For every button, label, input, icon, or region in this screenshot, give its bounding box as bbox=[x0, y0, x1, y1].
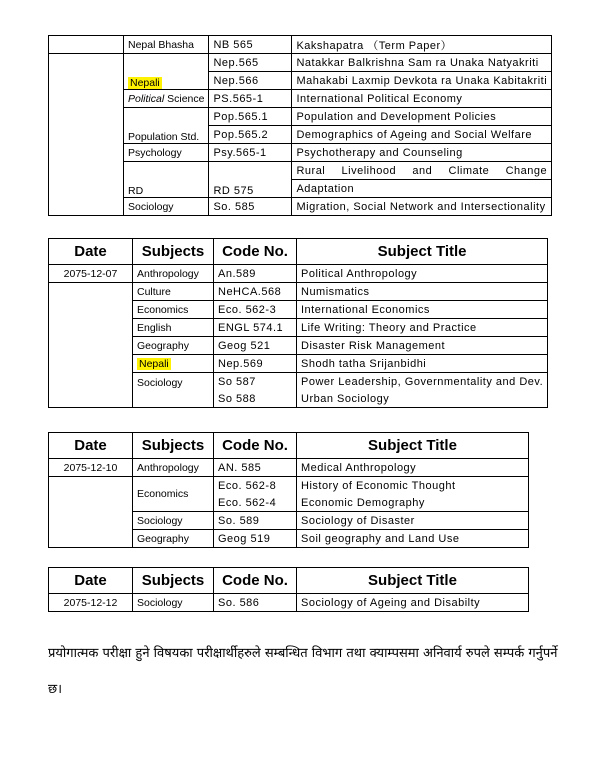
subject-cell: English bbox=[133, 319, 214, 337]
subjects-header: Subjects bbox=[133, 239, 214, 265]
code-cell: So. 586 bbox=[214, 594, 297, 612]
title-cell: Psychotherapy and Counseling bbox=[292, 144, 552, 162]
table-row bbox=[49, 54, 552, 72]
exam-table-2075-12-07 bbox=[48, 238, 548, 408]
subject-cell bbox=[124, 54, 209, 90]
code-cell: NB 565 bbox=[209, 36, 292, 54]
note-line-1: प्रयोगात्मक परीक्षा हुने विषयका परीक्षार्थीहरुले सम्बन्धित विभाग तथा क्याम्पसमा अनिवार्य रुपले सम्पर्क गर्नुपर्ने bbox=[48, 646, 558, 661]
code-cell: Psy.565-1 bbox=[209, 144, 292, 162]
code-cell: Geog 519 bbox=[214, 530, 297, 548]
title-cell: Sociology of Disaster bbox=[297, 512, 529, 530]
code-cell: NeHCA.568 bbox=[214, 283, 297, 301]
title-cell: Numismatics bbox=[297, 283, 548, 301]
subject-cell bbox=[133, 355, 214, 373]
date-cell bbox=[49, 36, 124, 54]
table-row bbox=[49, 594, 529, 612]
date-header: Date bbox=[49, 568, 133, 594]
subject-cell: Culture bbox=[133, 283, 214, 301]
title-cell: Sociology of Ageing and Disabilty bbox=[297, 594, 529, 612]
title-cell: International Economics bbox=[297, 301, 548, 319]
title-cell: Demographics of Ageing and Social Welfare bbox=[292, 126, 552, 144]
title-cell: Power Leadership, Governmentality and Dev. bbox=[297, 373, 548, 391]
table-row bbox=[49, 108, 552, 126]
table-header-row bbox=[49, 568, 529, 594]
exam-table-continued bbox=[48, 35, 552, 216]
title-word: Rural bbox=[296, 164, 326, 177]
subject-rest-part: Science bbox=[164, 92, 205, 105]
title-word: Climate bbox=[448, 164, 490, 177]
subject-cell: Sociology bbox=[133, 594, 214, 612]
title-cell bbox=[292, 162, 552, 180]
subject-cell: Nepal Bhasha bbox=[124, 36, 209, 54]
table-row bbox=[49, 198, 552, 216]
title-cell: International Political Economy bbox=[292, 90, 552, 108]
code-cell: Eco. 562-4 bbox=[214, 494, 297, 512]
subject-cell: Economics bbox=[133, 301, 214, 319]
table-header-row bbox=[49, 239, 548, 265]
subject-cell: RD bbox=[124, 162, 209, 198]
date-cell bbox=[49, 477, 133, 548]
code-cell: Eco. 562-8 bbox=[214, 477, 297, 495]
code-cell: Nep.569 bbox=[214, 355, 297, 373]
title-cell: Political Anthropology bbox=[297, 265, 548, 283]
title-cell: History of Economic Thought bbox=[297, 477, 529, 495]
title-cell: Population and Development Policies bbox=[292, 108, 552, 126]
title-cell: Disaster Risk Management bbox=[297, 337, 548, 355]
code-cell: Nep.566 bbox=[209, 72, 292, 90]
code-cell: Eco. 562-3 bbox=[214, 301, 297, 319]
exam-table-2075-12-10 bbox=[48, 432, 529, 548]
title-cell: Shodh tatha Srijanbidhi bbox=[297, 355, 548, 373]
code-cell: Pop.565.2 bbox=[209, 126, 292, 144]
date-cell: 2075-12-12 bbox=[49, 594, 133, 612]
title-cell: Urban Sociology bbox=[297, 390, 548, 408]
subjects-header: Subjects bbox=[133, 433, 214, 459]
code-cell: RD 575 bbox=[209, 162, 292, 198]
title-header: Subject Title bbox=[297, 239, 548, 265]
exam-table-2075-12-12 bbox=[48, 567, 529, 612]
practical-exam-note bbox=[48, 636, 563, 708]
subject-cell: Psychology bbox=[124, 144, 209, 162]
title-cell: Mahakabi Laxmip Devkota ra Unaka Kabitakriti bbox=[292, 72, 552, 90]
subject-cell: Geography bbox=[133, 530, 214, 548]
subject-cell: Sociology bbox=[133, 373, 214, 408]
code-cell: So 587 bbox=[214, 373, 297, 391]
code-cell: An.589 bbox=[214, 265, 297, 283]
code-cell: So. 585 bbox=[209, 198, 292, 216]
table-row bbox=[49, 477, 529, 495]
table-row bbox=[49, 265, 548, 283]
table-row bbox=[49, 459, 529, 477]
date-header: Date bbox=[49, 433, 133, 459]
title-cell: Kakshapatra （Term Paper） bbox=[292, 36, 552, 54]
subject-cell: Sociology bbox=[124, 198, 209, 216]
date-cell: 2075-12-07 bbox=[49, 265, 133, 283]
subject-italic-part: Political bbox=[128, 92, 165, 105]
title-cell: Natakkar Balkrishna Sam ra Unaka Natyakriti bbox=[292, 54, 552, 72]
table-row bbox=[49, 283, 548, 301]
code-header: Code No. bbox=[214, 433, 297, 459]
subject-cell: Population Std. bbox=[124, 108, 209, 144]
note-line-2: छ। bbox=[48, 682, 63, 697]
code-header: Code No. bbox=[214, 239, 297, 265]
highlighted-subject: Nepali bbox=[139, 357, 169, 370]
title-word: Change bbox=[505, 164, 548, 177]
table-row bbox=[49, 144, 552, 162]
table-row bbox=[49, 162, 552, 180]
subject-cell bbox=[124, 90, 209, 108]
table-row bbox=[49, 90, 552, 108]
title-cell: Economic Demography bbox=[297, 494, 529, 512]
subject-cell: Economics bbox=[133, 477, 214, 512]
date-cell bbox=[49, 54, 124, 216]
title-cell: Migration, Social Network and Intersectionality bbox=[292, 198, 552, 216]
code-header: Code No. bbox=[214, 568, 297, 594]
subjects-header: Subjects bbox=[133, 568, 214, 594]
code-cell: Pop.565.1 bbox=[209, 108, 292, 126]
title-cell: Soil geography and Land Use bbox=[297, 530, 529, 548]
code-cell: PS.565-1 bbox=[209, 90, 292, 108]
code-cell: ENGL 574.1 bbox=[214, 319, 297, 337]
date-header: Date bbox=[49, 239, 133, 265]
code-cell: Geog 521 bbox=[214, 337, 297, 355]
table-row bbox=[49, 36, 552, 54]
title-header: Subject Title bbox=[297, 568, 529, 594]
title-header: Subject Title bbox=[297, 433, 529, 459]
code-cell: Nep.565 bbox=[209, 54, 292, 72]
code-cell: So 588 bbox=[214, 390, 297, 408]
title-cell: Life Writing: Theory and Practice bbox=[297, 319, 548, 337]
subject-cell: Sociology bbox=[133, 512, 214, 530]
code-cell: AN. 585 bbox=[214, 459, 297, 477]
subject-cell: Geography bbox=[133, 337, 214, 355]
code-cell: So. 589 bbox=[214, 512, 297, 530]
title-word: Livelihood bbox=[341, 164, 397, 177]
subject-cell: Anthropology bbox=[133, 459, 214, 477]
title-cell: Adaptation bbox=[292, 180, 552, 198]
justified-title-line bbox=[296, 165, 547, 177]
date-cell: 2075-12-10 bbox=[49, 459, 133, 477]
highlighted-subject: Nepali bbox=[130, 77, 160, 89]
date-cell bbox=[49, 283, 133, 408]
title-word: and bbox=[412, 164, 433, 177]
title-cell: Medical Anthropology bbox=[297, 459, 529, 477]
table-header-row bbox=[49, 433, 529, 459]
subject-cell: Anthropology bbox=[133, 265, 214, 283]
